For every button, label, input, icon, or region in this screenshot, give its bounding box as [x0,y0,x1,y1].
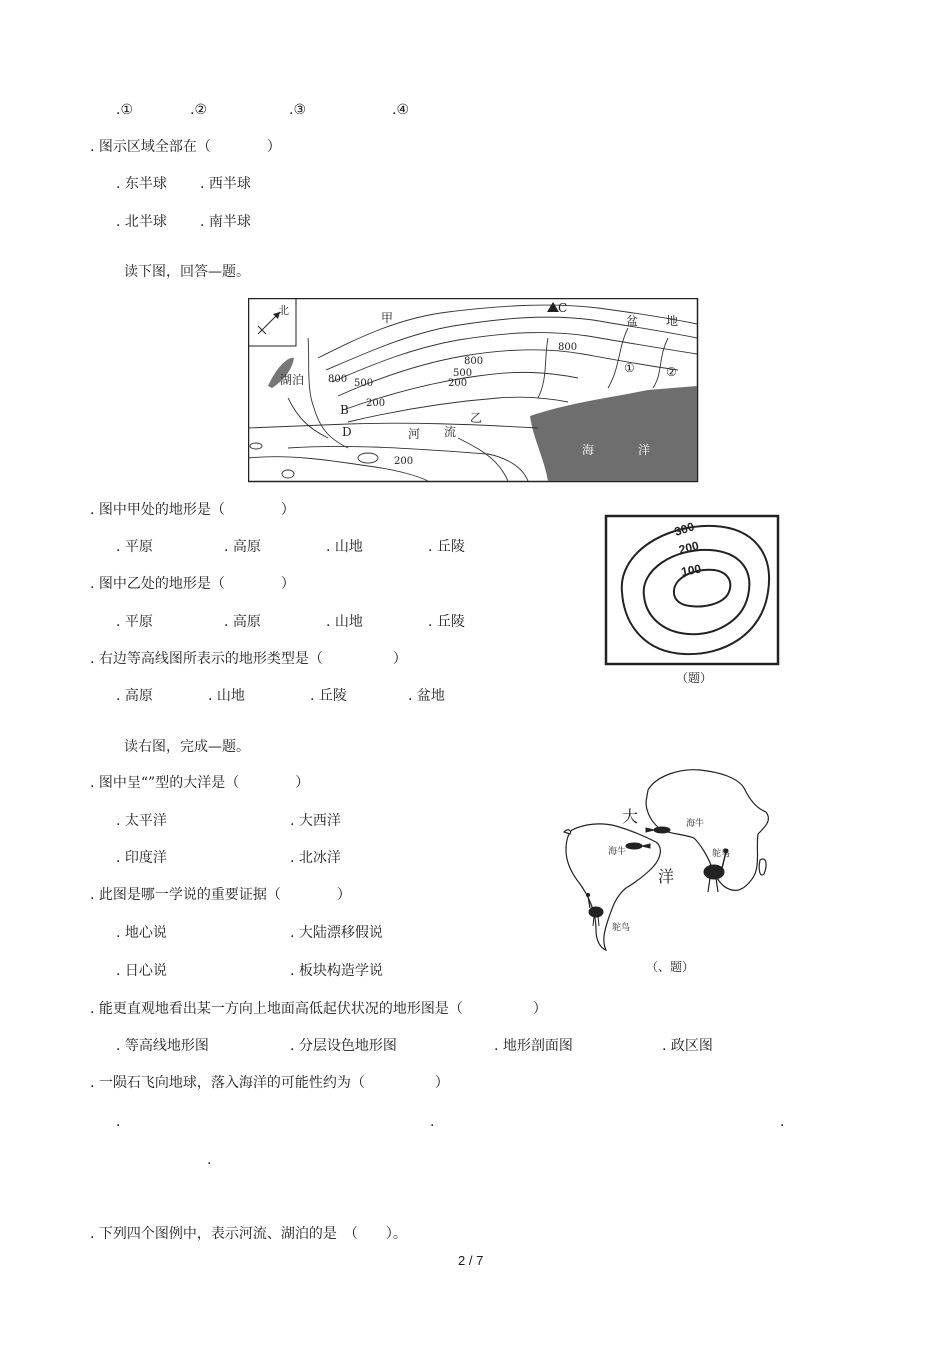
seacow-label: 海牛 [686,819,705,829]
contour-label: 800 [464,356,484,367]
option-a[interactable]: . 东半球 [116,176,167,192]
option-d[interactable]: . 政区图 [662,1038,713,1054]
continents-map [560,764,780,956]
option-c[interactable]: . 地形剖面图 [494,1038,573,1054]
ostrich-label: 鸵鸟 [712,849,731,859]
sea-label-2: 洋 [638,443,651,457]
question-jia-terrain: . 图中甲处的地形是（ ） [90,502,295,518]
point-b: B [340,403,349,417]
topographic-map [248,298,699,483]
option-b[interactable]: . 高原 [224,614,261,630]
question-contour-type: . 右边等高线图所表示的地形类型是（ ） [90,651,407,667]
river-label-1: 河 [408,427,421,441]
question-hemisphere: . 图示区域全部在（ ） [90,139,281,155]
option-c[interactable]: .③ [289,102,307,118]
lake-label: 湖泊 [280,373,305,387]
figure-caption: （、题） [646,960,695,974]
option-a[interactable]: . 太平洋 [116,813,167,829]
option-c[interactable]: . 印度洋 [116,850,167,866]
figure-caption: （题） [676,671,713,685]
option-b[interactable]: . 高原 [224,539,261,555]
contour-label: 200 [448,378,468,389]
option-a[interactable]: . 平原 [116,614,153,630]
option-b[interactable]: . 山地 [208,688,245,704]
reading-instruction: 读右图，完成—题。 [124,739,250,755]
question-profile-map: . 能更直观地看出某一方向上地面高低起伏状况的地形图是（ ） [90,1001,547,1017]
seacow-label: 海牛 [608,847,627,857]
option-a[interactable]: . 地心说 [116,925,167,941]
point-1: ① [624,361,635,375]
option-b[interactable]: . 大西洋 [290,813,341,829]
point-2: ② [666,365,677,379]
option-d[interactable]: . 丘陵 [428,614,465,630]
option-b[interactable]: . [430,1114,435,1130]
option-d[interactable]: .④ [392,102,410,118]
option-d[interactable]: . 丘陵 [428,539,465,555]
option-c[interactable]: . 北半球 [116,214,167,230]
river-label-2: 流 [444,425,457,439]
basin-label-2: 地 [666,314,679,328]
reading-instruction: 读下图，回答—题。 [124,264,250,280]
ocean-label-2: 洋 [658,867,675,886]
option-c[interactable]: . 山地 [326,614,363,630]
contour-label: 500 [354,378,374,389]
option-a[interactable]: .① [116,102,134,118]
question-ocean-shape: . 图中呈“”型的大洋是（ ） [90,775,310,791]
page-number: 2 / 7 [458,1253,484,1268]
option-a[interactable]: . [116,1114,121,1130]
ocean-label-1: 大 [622,807,639,826]
option-d[interactable]: . 北冰洋 [290,850,341,866]
contour-label: 500 [453,368,473,379]
ostrich-label: 鸵鸟 [612,923,631,933]
option-b[interactable]: . 大陆漂移假说 [290,925,383,941]
contour-value: 300 [672,519,696,539]
jia-label: 甲 [381,311,394,325]
yi-label: 乙 [470,411,483,425]
option-a[interactable]: . 等高线地形图 [116,1038,209,1054]
point-d: D [342,425,352,439]
contour-value: 100 [680,561,703,579]
option-c[interactable]: . [780,1114,785,1130]
option-a[interactable]: . 平原 [116,539,153,555]
question-meteor: . 一陨石飞向地球，落入海洋的可能性约为（ ） [90,1075,449,1091]
basin-label-1: 盆 [626,314,639,328]
sea-label-1: 海 [582,443,595,457]
option-c[interactable]: . 山地 [326,539,363,555]
contour-label: 800 [328,374,348,385]
question-theory-evidence: . 此图是哪一学说的重要证据（ ） [90,887,351,903]
question-legend: . 下列四个图例中，表示河流、湖泊的是 （ ）。 [90,1226,407,1242]
option-d[interactable]: . 南半球 [200,214,251,230]
option-a[interactable]: . 高原 [116,688,153,704]
option-b[interactable]: . 分层设色地形图 [290,1038,397,1054]
contour-label: 200 [394,456,414,467]
option-b[interactable]: .② [190,102,208,118]
contour-label: 800 [558,342,578,353]
option-d[interactable]: . 盆地 [408,688,445,704]
contour-map [604,514,780,666]
option-c[interactable]: . 丘陵 [310,688,347,704]
option-d[interactable]: . 板块构造学说 [290,963,383,979]
contour-label: 200 [366,398,386,409]
question-yi-terrain: . 图中乙处的地形是（ ） [90,576,295,592]
point-c: C [558,301,568,315]
option-c[interactable]: . 日心说 [116,963,167,979]
option-b[interactable]: . 西半球 [200,176,251,192]
option-d[interactable]: . [207,1152,212,1168]
contour-value: 200 [677,538,701,557]
north-label: 北 [278,304,289,317]
